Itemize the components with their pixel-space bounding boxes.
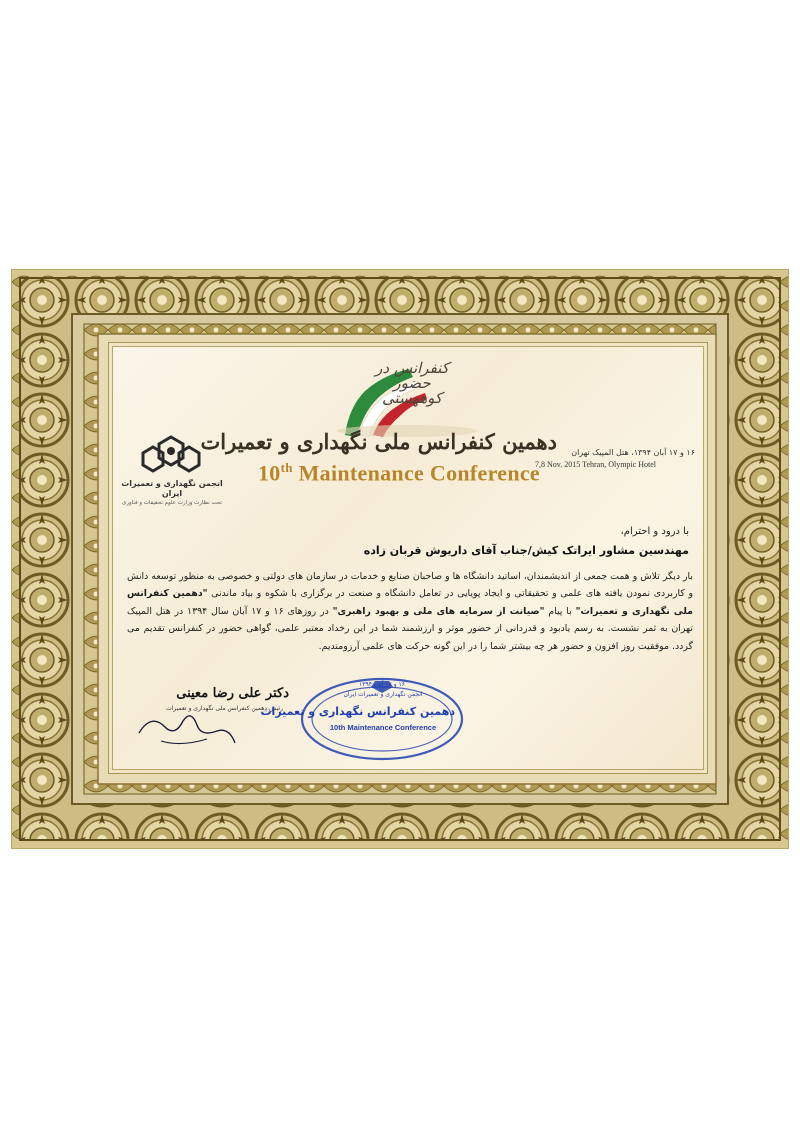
handwritten-signature xyxy=(131,703,241,753)
event-date-persian: ۱۶ و ۱۷ آبان ۱۳۹۴، هتل المپیک تهران xyxy=(571,448,695,457)
event-date-english: 7,8 Nov. 2015 Tehran, Olympic Hotel xyxy=(535,460,656,469)
signatory-title: رئیس دهمین کنفرانس ملی نگهداری و تعمیرات xyxy=(166,705,283,712)
title-en-number: 10 xyxy=(258,460,281,486)
conference-emblem-text: کنفرانس در حضور کوههستی xyxy=(375,359,449,407)
stamp-organization: انجمن نگهداری و تعمیرات ایران xyxy=(343,691,423,698)
signatory-name: دکتر علی رضا معینی xyxy=(176,686,289,701)
letter-body xyxy=(127,568,693,655)
title-en-suffix: th xyxy=(280,460,293,475)
title-en-rest: Maintenance Conference xyxy=(292,460,540,486)
body-conference-slogan: "صیانت از سرمایه های ملی و بهبود راهبری" xyxy=(332,605,545,617)
certificate xyxy=(12,270,788,848)
organization-subtitle: تحت نظارت وزارت علوم تحقیقات و فناوری xyxy=(122,500,222,506)
stamp-date: ۱۶ و ۱۷ آبان ۱۳۹۴ xyxy=(359,681,405,688)
body-text-part: بار دیگر تلاش و همت جمعی از اندیشمندان، اساتید دانشگاه ها و صاحبان صنایع و خدمات در سازمان های دولتی و خصوصی به منظور توسعه دانش و کاربردی نمودن یافته های علمی و تحقیقاتی و ایجاد پویایی در تعامل دانشگاه و صنعت در برگزاری با شکوه و بیاد ماندنی xyxy=(127,571,694,600)
organization-logo xyxy=(131,435,211,477)
body-text-part: با پیام xyxy=(544,605,576,617)
greeting: با درود و احترام، xyxy=(620,526,689,537)
organization-name: انجمن نگهداری و تعمیرات ایران xyxy=(121,479,223,498)
body-text-part: در روزهای ۱۶ و ۱۷ آبان سال ۱۳۹۴ در هتل المپیک تهران به ثمر نشست. به رسم یادبود و قدردانی از حضور موثر و ارزشمند شما در این رخداد معتبر علمی، گواهی حضور در کنفرانس تقدیم می گردد. موفقیت روز افزون و حضور هر چه بیشتر شما را در این گونه حرکت های علمی آرزومندیم. xyxy=(127,605,693,652)
stamp-english-name: 10th Maintenance Conference xyxy=(329,723,437,732)
recipient-name: مهندسین مشاور ایراتک کیش/جناب آقای داریوش قربان زاده xyxy=(363,544,689,557)
body-conference-name: "دهمین کنفرانس ملی نگهداری و تعمیرات" xyxy=(127,588,693,617)
title-persian: دهمین کنفرانس ملی نگهداری و تعمیرات xyxy=(200,429,557,454)
stamp-conference-name: دهمین کنفرانس نگهداری و تعمیرات xyxy=(260,705,455,718)
title-english xyxy=(219,460,579,486)
certificate-body xyxy=(108,342,708,774)
